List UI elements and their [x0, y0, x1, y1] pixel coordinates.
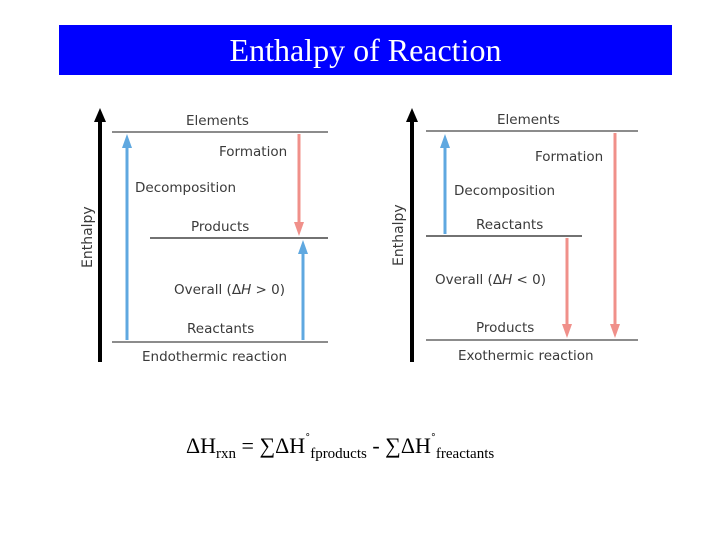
title-bar	[59, 25, 672, 75]
decomposition-label: Decomposition	[454, 183, 556, 199]
rxn-subscript: rxn	[216, 446, 237, 462]
equals-sum: = ∑ΔH	[236, 433, 306, 458]
enthalpy-axis-arrowhead	[94, 108, 106, 122]
products-label: Products	[191, 219, 250, 235]
enthalpy-equation	[186, 432, 606, 472]
slide-title: Enthalpy of Reaction	[229, 31, 502, 68]
enthalpy-axis-arrowhead	[406, 108, 418, 122]
delta-h-symbol: ΔH	[186, 433, 217, 458]
overall-label: Overall (ΔH < 0)	[435, 272, 546, 288]
reactants-subscript: reactants	[440, 446, 495, 462]
exothermic-caption: Exothermic reaction	[458, 348, 594, 364]
overall-arrowhead	[298, 240, 308, 254]
degree-symbol-1: ˚	[305, 432, 311, 448]
degree-symbol-2: ˚	[430, 432, 436, 448]
enthalpy-axis-label: Enthalpy	[391, 204, 407, 266]
decomposition-arrowhead	[440, 134, 450, 148]
exothermic-svg	[384, 100, 646, 370]
formation-arrowhead	[294, 222, 304, 236]
endothermic-svg	[70, 100, 330, 370]
elements-label: Elements	[186, 113, 249, 129]
formation-arrowhead	[610, 324, 620, 338]
decomposition-label: Decomposition	[135, 180, 237, 196]
reactants-label: Reactants	[476, 217, 544, 233]
products-subscript: products	[315, 446, 367, 462]
formation-label: Formation	[535, 149, 604, 165]
formation-label: Formation	[219, 144, 288, 160]
endothermic-caption: Endothermic reaction	[142, 349, 288, 365]
enthalpy-axis-label: Enthalpy	[80, 206, 96, 268]
decomposition-arrowhead	[122, 134, 132, 148]
products-label: Products	[476, 320, 535, 336]
elements-label: Elements	[497, 112, 560, 128]
endothermic-diagram	[70, 100, 330, 370]
exothermic-diagram	[384, 100, 646, 370]
minus-sum: - ∑ΔH	[366, 433, 431, 458]
f-subscript-1: f	[310, 446, 316, 462]
overall-label: Overall (ΔH > 0)	[174, 282, 285, 298]
overall-arrowhead	[562, 324, 572, 338]
f-subscript-2: f	[435, 446, 441, 462]
reactants-label: Reactants	[187, 321, 255, 337]
